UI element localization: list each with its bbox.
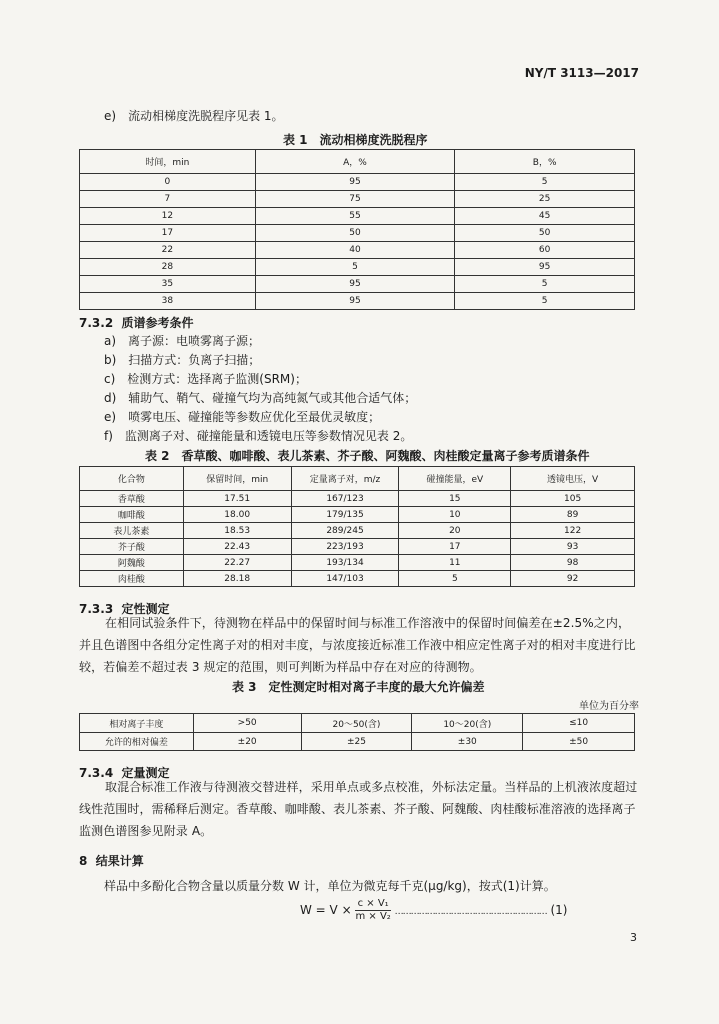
table1-row bbox=[80, 208, 635, 225]
page-number: 3 bbox=[630, 931, 637, 944]
table2-row bbox=[80, 539, 635, 555]
table1-header: 时间，min bbox=[80, 150, 256, 174]
section-number: 7.3.3 bbox=[79, 602, 114, 616]
table2-cell: 18.00 bbox=[183, 507, 291, 523]
table1-cell: 38 bbox=[80, 293, 256, 310]
table3-cell: 20～50(含) bbox=[301, 714, 412, 733]
table1-cell: 12 bbox=[80, 208, 256, 225]
table1-cell: 95 bbox=[255, 174, 455, 191]
table3-cell: ±25 bbox=[301, 733, 412, 751]
table1-cell: 5 bbox=[455, 276, 635, 293]
table1-row bbox=[80, 191, 635, 208]
table2-cell: 20 bbox=[399, 523, 511, 539]
table2-row bbox=[80, 491, 635, 507]
table2-row bbox=[80, 555, 635, 571]
table1-cell: 7 bbox=[80, 191, 256, 208]
section-8-heading bbox=[79, 852, 144, 869]
table2-row bbox=[80, 507, 635, 523]
table2-cell: 105 bbox=[511, 491, 635, 507]
table1-cell: 28 bbox=[80, 259, 256, 276]
table2-cell: 肉桂酸 bbox=[80, 571, 184, 587]
table2-cell: 22.27 bbox=[183, 555, 291, 571]
table3-cell: ≤10 bbox=[523, 714, 635, 733]
section-title: 结果计算 bbox=[95, 854, 144, 868]
table2-header: 保留时间，min bbox=[183, 467, 291, 491]
section-8-paragraph: 样品中多酚化合物含量以质量分数 W 计，单位为微克每千克(μg/kg)，按式(1)计算。 bbox=[104, 879, 556, 893]
table1-cell: 40 bbox=[255, 242, 455, 259]
table2-cell: 22.43 bbox=[183, 539, 291, 555]
formula-number: (1) bbox=[550, 903, 568, 917]
table1-cell: 60 bbox=[455, 242, 635, 259]
section-title: 定量测定 bbox=[121, 766, 170, 780]
table2-cell: 阿魏酸 bbox=[80, 555, 184, 571]
table1-cell: 95 bbox=[455, 259, 635, 276]
table3-cell: 允许的相对偏差 bbox=[80, 733, 194, 751]
table1-row bbox=[80, 242, 635, 259]
table1-header: B，% bbox=[455, 150, 635, 174]
table2-header: 定量离子对，m/z bbox=[291, 467, 399, 491]
table2-row bbox=[80, 571, 635, 587]
table2-cell: 147/103 bbox=[291, 571, 399, 587]
table1-cell: 50 bbox=[455, 225, 635, 242]
formula-1 bbox=[300, 898, 567, 923]
table2-caption: 表 2 香草酸、咖啡酸、表儿茶素、芥子酸、阿魏酸、肉桂酸定量离子参考质谱条件 bbox=[145, 449, 590, 463]
table1-cell: 75 bbox=[255, 191, 455, 208]
table2-cell: 89 bbox=[511, 507, 635, 523]
table1-cell: 22 bbox=[80, 242, 256, 259]
formula-fraction bbox=[355, 898, 390, 923]
table2-cell: 167/123 bbox=[291, 491, 399, 507]
table3-cell: ±30 bbox=[412, 733, 523, 751]
table3-cell: >50 bbox=[193, 714, 301, 733]
table2-cell: 18.53 bbox=[183, 523, 291, 539]
table1-cell: 95 bbox=[255, 293, 455, 310]
table2-cell: 289/245 bbox=[291, 523, 399, 539]
table2-header: 透镜电压，V bbox=[511, 467, 635, 491]
table2-cell: 17 bbox=[399, 539, 511, 555]
table2-header: 化合物 bbox=[80, 467, 184, 491]
table1-cell: 50 bbox=[255, 225, 455, 242]
table2-cell: 179/135 bbox=[291, 507, 399, 523]
table2-header: 碰撞能量，eV bbox=[399, 467, 511, 491]
section-title: 定性测定 bbox=[121, 602, 170, 616]
table1-cell: 0 bbox=[80, 174, 256, 191]
section-number: 7.3.2 bbox=[79, 316, 114, 330]
table2-cell: 芥子酸 bbox=[80, 539, 184, 555]
formula-leader-dots: ………………………………………………… bbox=[394, 907, 547, 917]
table3-unit: 单位为百分率 bbox=[579, 701, 639, 712]
list-item: c) 检测方式：选择离子监测(SRM)； bbox=[104, 372, 307, 386]
table2-cell: 28.18 bbox=[183, 571, 291, 587]
table1-row bbox=[80, 293, 635, 310]
section-title: 质谱参考条件 bbox=[121, 316, 194, 330]
table3-cell: 10～20(含) bbox=[412, 714, 523, 733]
table1-cell: 5 bbox=[455, 293, 635, 310]
section-7-3-4-paragraph: 取混合标准工作液与待测液交替进样，采用单点或多点校准，外标法定量。当样品的上机液浓度超过线性范围时，需稀释后测定。香草酸、咖啡酸、表儿茶素、芥子酸、阿魏酸、肉桂酸标准溶液的选择离子监测色谱图参见附录 A。 bbox=[79, 780, 638, 838]
table1-cell: 35 bbox=[80, 276, 256, 293]
section-7-3-3-paragraph: 在相同试验条件下，待测物在样品中的保留时间与标准工作溶液中的保留时间偏差在±2.5%之内，并且色谱图中各组分定性离子对的相对丰度，与浓度接近标准工作液中相应定性离子对的相对丰度进行比较，若偏差不超过表 3 规定的范围，则可判断为样品中存在对应的待测物。 bbox=[79, 616, 636, 674]
table1-cell: 95 bbox=[255, 276, 455, 293]
formula-lhs: W = V × bbox=[300, 903, 352, 917]
list-item: f) 监测离子对、碰撞能量和透镜电压等参数情况见表 2。 bbox=[104, 429, 413, 443]
formula-numerator: c × V₁ bbox=[355, 898, 390, 911]
item-e-intro: e) 流动相梯度洗脱程序见表 1。 bbox=[104, 109, 284, 123]
table2-cell: 92 bbox=[511, 571, 635, 587]
section-number: 8 bbox=[79, 854, 88, 868]
table1-row bbox=[80, 225, 635, 242]
table3 bbox=[79, 713, 635, 751]
table1-cell: 25 bbox=[455, 191, 635, 208]
table2-cell: 10 bbox=[399, 507, 511, 523]
table1-cell: 5 bbox=[455, 174, 635, 191]
table1-cell: 17 bbox=[80, 225, 256, 242]
table2-row bbox=[80, 523, 635, 539]
table1-cell: 5 bbox=[255, 259, 455, 276]
table2 bbox=[79, 466, 635, 587]
table2-cell: 122 bbox=[511, 523, 635, 539]
table2-cell: 223/193 bbox=[291, 539, 399, 555]
table1-row bbox=[80, 276, 635, 293]
table1-row bbox=[80, 259, 635, 276]
table2-cell: 15 bbox=[399, 491, 511, 507]
table2-cell: 193/134 bbox=[291, 555, 399, 571]
table3-cell: 相对离子丰度 bbox=[80, 714, 194, 733]
list-item: d) 辅助气、鞘气、碰撞气均为高纯氮气或其他合适气体； bbox=[104, 391, 417, 405]
table2-cell: 香草酸 bbox=[80, 491, 184, 507]
table3-cell: ±50 bbox=[523, 733, 635, 751]
section-number: 7.3.4 bbox=[79, 766, 114, 780]
table1-cell: 45 bbox=[455, 208, 635, 225]
table2-cell: 17.51 bbox=[183, 491, 291, 507]
formula-denominator: m × V₂ bbox=[355, 911, 391, 922]
section-7-3-2-list bbox=[104, 332, 416, 446]
table2-cell: 11 bbox=[399, 555, 511, 571]
list-item: e) 喷雾电压、碰撞能等参数应优化至最优灵敏度； bbox=[104, 410, 381, 424]
table2-cell: 5 bbox=[399, 571, 511, 587]
table2-cell: 93 bbox=[511, 539, 635, 555]
table1-header: A，% bbox=[255, 150, 455, 174]
table1-caption: 表 1 流动相梯度洗脱程序 bbox=[283, 133, 428, 147]
table3-cell: ±20 bbox=[193, 733, 301, 751]
table3-caption: 表 3 定性测定时相对离子丰度的最大允许偏差 bbox=[232, 680, 485, 694]
list-item: b) 扫描方式：负离子扫描； bbox=[104, 353, 261, 367]
table1 bbox=[79, 149, 635, 310]
table2-cell: 表儿茶素 bbox=[80, 523, 184, 539]
table2-cell: 咖啡酸 bbox=[80, 507, 184, 523]
standard-number: NY/T 3113—2017 bbox=[524, 66, 639, 80]
table2-cell: 98 bbox=[511, 555, 635, 571]
table1-cell: 55 bbox=[255, 208, 455, 225]
list-item: a) 离子源：电喷雾离子源； bbox=[104, 334, 261, 348]
table1-row bbox=[80, 174, 635, 191]
section-7-3-2-heading bbox=[79, 314, 194, 331]
